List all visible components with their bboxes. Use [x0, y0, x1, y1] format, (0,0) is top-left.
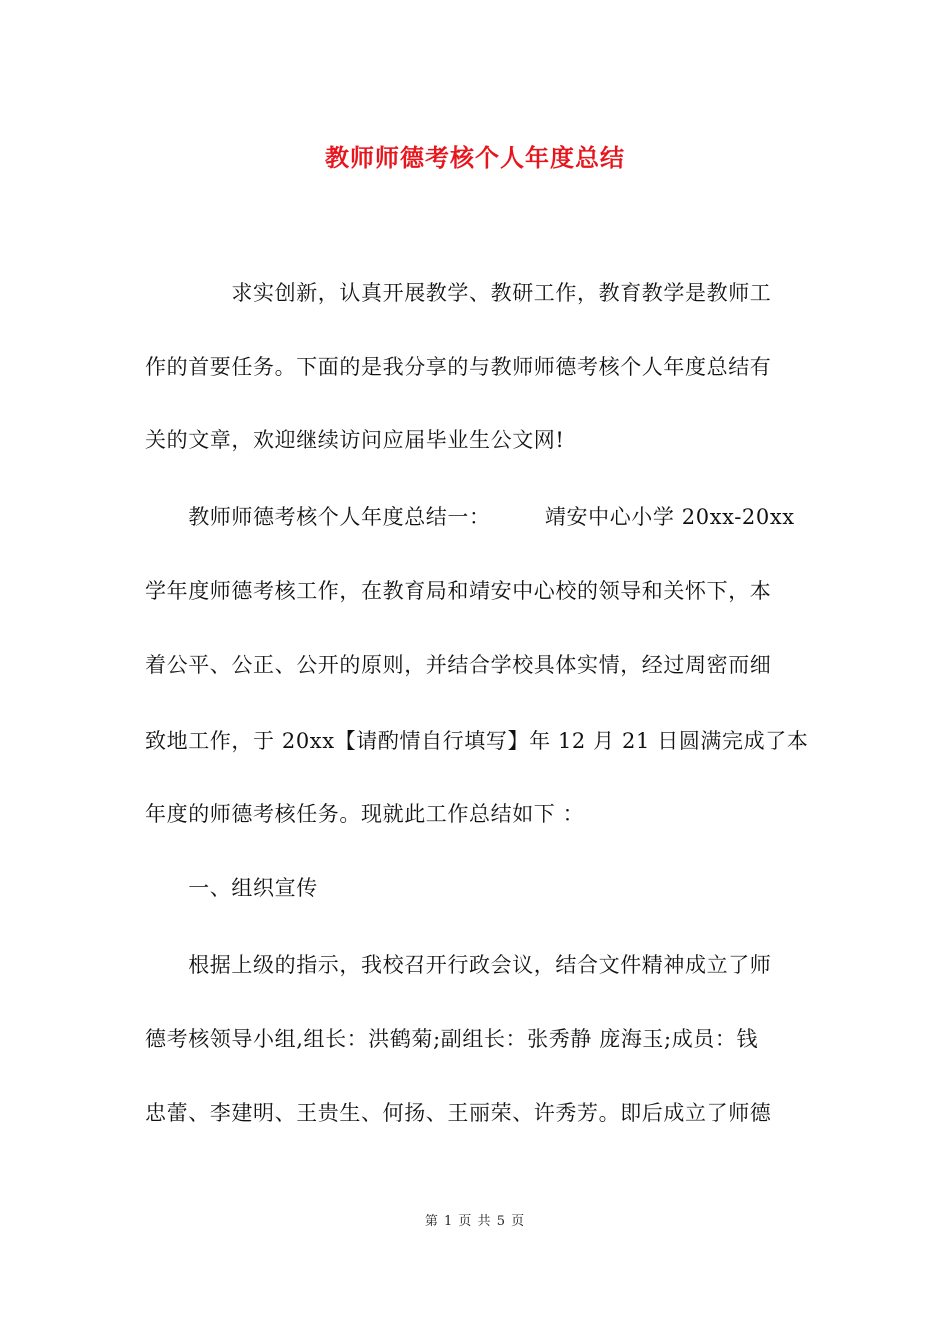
body-line-1: 求实创新，认真开展教学、教研工作，教育教学是教师工 [145, 281, 772, 305]
body-line-10: 根据上级的指示，我校召开行政会议，结合文件精神成立了师 [145, 953, 772, 977]
body-line-3: 关的文章，欢迎继续访问应届毕业生公文网! [145, 428, 565, 452]
body-line-2: 作的首要任务。下面的是我分享的与教师师德考核个人年度总结有 [145, 355, 772, 379]
body-line-8: 年度的师德考核任务。现就此工作总结如下 ： [145, 802, 585, 826]
body-line-11: 德考核领导小组,组长：洪鹤菊;副组长：张秀静 庞海玉;成员：钱 [145, 1027, 759, 1051]
page-number: 第 1 页 共 5 页 [424, 1214, 526, 1229]
body-line-7: 致地工作，于 20xx【请酌情自行填写】年 12 月 21 日圆满完成了本 [145, 729, 809, 753]
body-line-6: 着公平、公正、公开的原则，并结合学校具体实情，经过周密而细 [145, 653, 772, 677]
page-title: 教师师德考核个人年度总结 [325, 143, 625, 172]
body-line-4: 教师师德考核个人年度总结一： 靖安中心小学 20xx-20xx [145, 505, 795, 529]
body-line-5: 学年度师德考核工作，在教育局和靖安中心校的领导和关怀下，本 [145, 579, 772, 603]
section-heading: 一、组织宣传 [145, 876, 318, 900]
body-line-12: 忠蕾、李建明、王贵生、何扬、王丽荣、许秀芳。即后成立了师德 [145, 1101, 772, 1125]
